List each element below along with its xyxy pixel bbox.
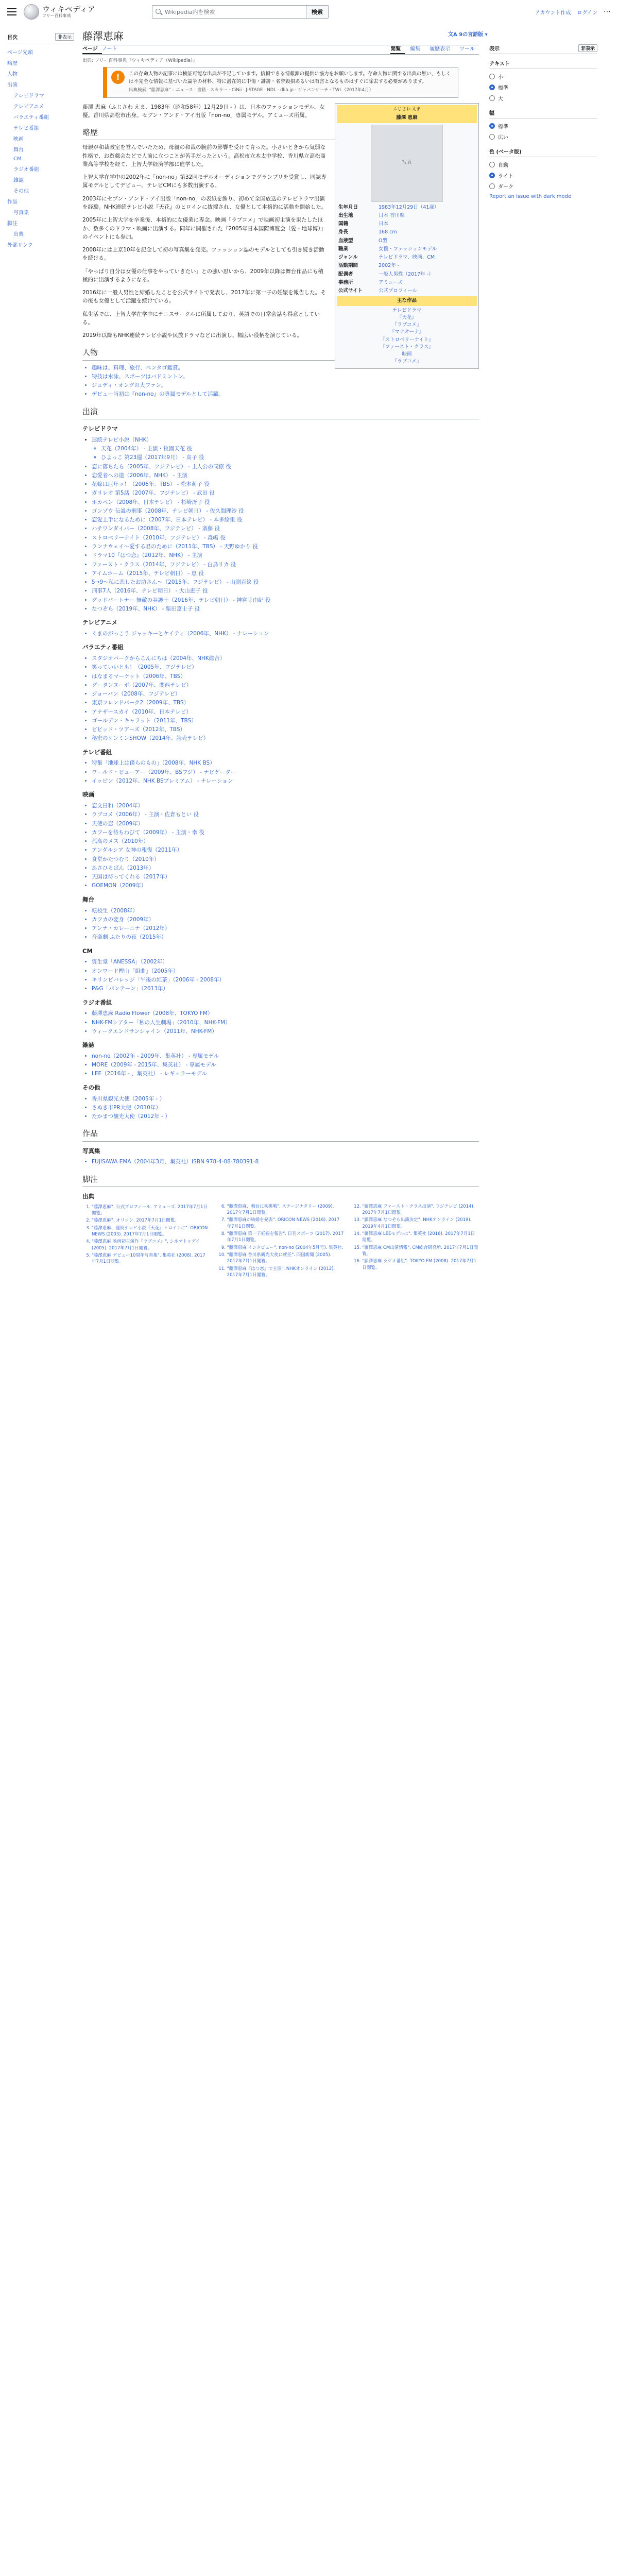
career-paragraph: 母親が和裁教室を営んでいたため、母親の和裁の腕前の影響を受けて育った。小さいときから気弱な性格で、お遊戯会などで人前に立つことが苦手だったという。高松市立木太中学校、香川県立高松商業高等学校を経て、上智大学経済学部に進学した。: [82, 144, 326, 167]
drama-item[interactable]: ◦ 天花（2004年） - 主演・牧園天花 役: [101, 445, 479, 453]
infobox-key: 配偶者: [338, 271, 353, 277]
toc-item[interactable]: テレビ番組: [13, 126, 39, 131]
magazine-item[interactable]: • non-no（2002年 - 2009年、集英社） - 専属モデル: [92, 1052, 479, 1060]
reference-item[interactable]: 15. "藤澤恵麻 CM出演情報". CM総合研究所. 2017年7月1日閲覧。: [362, 1245, 479, 1258]
career-paragraph: 上智大学在学中の2002年に「non-no」第32回モデルオーディションでグランプリを受賞し、同誌専属モデルとしてデビュー。テレビCMにも多数出演する。: [82, 174, 327, 189]
reference-item[interactable]: 3. "藤澤恵麻、連続テレビ小説『天花』ヒロインに". ORICON NEWS (2003). 2017年7月1日閲覧。: [92, 1225, 209, 1238]
subsection-photobook: 写真集: [82, 1147, 100, 1155]
drama-item[interactable]: • なつぞら（2019年、NHK） - 柴田富士子 役: [92, 605, 479, 613]
infobox-name: 藤澤 恵麻: [337, 113, 477, 123]
stage-item[interactable]: • 音楽劇 ふたりの夜（2015年）: [92, 933, 479, 941]
page-tabs: [82, 44, 479, 55]
infobox-row: [337, 287, 477, 295]
reference-item[interactable]: 9. "藤澤恵麻 インタビュー". non-no (2004年5月号). 集英社.: [227, 1245, 344, 1251]
main-menu-icon[interactable]: [7, 8, 16, 15]
career-paragraph: 2016年に一般人男性と結婚したことを公式サイトで発表し、2017年に第一子の妊娠を報告した。その後も女優として活躍を続けている。: [82, 290, 326, 304]
width-standard-radio[interactable]: [489, 123, 495, 129]
reference-item[interactable]: 11. "藤澤恵麻『はつ恋』で主演". NHKオンライン (2012). 2017年7月1日閲覧。: [227, 1266, 344, 1279]
infobox-key: 国籍: [338, 221, 349, 227]
infobox-value[interactable]: 公式プロフィール: [379, 288, 418, 294]
infobox-photo[interactable]: [371, 125, 443, 202]
width-title: 幅: [489, 109, 597, 118]
infobox-row: [337, 220, 477, 228]
search-icon: [156, 9, 161, 14]
infobox-key: ジャンル: [338, 255, 358, 261]
toc-item[interactable]: ページ先頭: [7, 50, 33, 56]
search-button[interactable]: 検索: [306, 5, 329, 19]
color-dark-label: ダーク: [498, 184, 513, 190]
radio-item[interactable]: • 藤澤恵麻 Radio Flower（2008年、TOKYO FM）: [92, 1009, 479, 1018]
cm-item[interactable]: • キリンビバレッジ「午後の紅茶」（2006年 - 2008年）: [92, 976, 479, 984]
infobox-row: [337, 270, 477, 279]
tv-item[interactable]: • イッピン（2012年、NHK BSプレミアム） - ナレーション: [92, 777, 479, 785]
text-size-title: テキスト: [489, 59, 597, 69]
infobox-value[interactable]: 168 cm: [379, 229, 397, 235]
toc-item[interactable]: 脚注: [7, 221, 18, 227]
drama-item[interactable]: • ファースト・クラス（2014年、フジテレビ） - 白鳥リカ 役: [92, 561, 479, 569]
more-options-icon[interactable]: ⋯: [604, 8, 611, 16]
infobox-row: [337, 279, 477, 287]
career-paragraph: 「やっぱり自分は女優の仕事をやっていきたい」との強い思いから、2009年以降は舞台作品にも積極的に出演するようになる。: [82, 268, 323, 283]
reference-item[interactable]: 8. "藤澤恵麻 第一子妊娠を報告". 日刊スポーツ (2017). 2017年7月1日閲覧。: [227, 1231, 344, 1244]
lead-paragraph: 藤澤 恵麻（ふじさわ えま、1983年（昭和58年）12月29日 - ）は、日本のファッションモデル、女優。香川県高松市出身。セブン・アンド・アイ出版「non-no」専属モデル。アミューズ所属。: [82, 104, 325, 118]
infobox-work[interactable]: テレビドラマ: [392, 307, 422, 313]
career-paragraph: 2005年に上智大学を卒業後、本格的に女優業に専念。映画『ラブコメ』で映画初主演を果たしたほか、数多くのドラマ・映画に出演する。同年に開催された『2005年日本国際博覧会（愛・地球博）』のイベントにも参加。: [82, 217, 326, 240]
variety-item[interactable]: • ビビッド・ツアーズ（2012年、TBS）: [92, 725, 479, 734]
search-input[interactable]: [152, 5, 306, 19]
variety-item[interactable]: • スタジオパークからこんにちは（2004年、NHK総合）: [92, 654, 479, 663]
toc-item[interactable]: その他: [13, 189, 29, 194]
cm-item[interactable]: • 資生堂「ANESSA」（2002年）: [92, 958, 479, 966]
infobox-works-title: 主な作品: [337, 296, 477, 306]
reference-item[interactable]: 10. "藤澤恵麻 香川県観光大使に就任". 四国新聞 (2005). 2017年7月1日閲覧。: [227, 1252, 344, 1265]
tab-edit[interactable]: 編集: [410, 46, 421, 52]
toc-item[interactable]: 略歴: [7, 61, 18, 66]
toc-item[interactable]: 舞台: [13, 147, 24, 153]
subsection-magazine: 雑誌: [82, 1041, 94, 1049]
subsection-anime: テレビアニメ: [82, 619, 118, 626]
tv-item[interactable]: • ワールド・ビューアー（2009年、BSフジ） - ナビゲーター: [92, 768, 479, 776]
text-small-radio[interactable]: [489, 74, 495, 79]
toc-item[interactable]: 出演: [7, 82, 18, 88]
infobox: [335, 103, 479, 369]
language-button[interactable]: 文A 9の言語版 ▾: [448, 32, 488, 38]
infobox-work[interactable]: 映画: [402, 351, 412, 358]
infobox-value[interactable]: 1983年12月29日（41歳）: [379, 204, 439, 210]
toc-item[interactable]: テレビアニメ: [13, 104, 44, 110]
variety-item[interactable]: • ゴールデン・キャラット（2011年、TBS）: [92, 717, 479, 725]
infobox-key: 活動期間: [338, 263, 358, 269]
site-subtitle: 出典: フリー百科事典『ウィキペディア（Wikipedia）』: [82, 58, 198, 63]
photo-placeholder-label: 写真: [402, 160, 412, 166]
film-item[interactable]: • 孤高のメス（2010年）: [92, 837, 479, 845]
wikipedia-globe-icon: [24, 4, 39, 20]
subsection-radio: ラジオ番組: [82, 998, 112, 1006]
infobox-name-reading: ふじさわ えま: [337, 105, 477, 114]
career-paragraph: 2008年には上京10年を記念して初の写真集を発売。ファッション誌のモデルとしても引き続き活動を続ける。: [82, 247, 324, 262]
infobox-key: 事務所: [338, 279, 353, 285]
infobox-value[interactable]: 2002年 -: [379, 263, 400, 269]
notice-search-links[interactable]: 出典検索: "藤澤恵麻" – ニュース · 書籍 · スカラー · CiNii · J-STAGE · NDL · dlib.jp · ジャパンサーチ · TWL（2017年4月）: [129, 88, 373, 93]
radio-item[interactable]: • ウィークエンドサンシャイン（2011年、NHK-FM）: [92, 1027, 479, 1036]
text-small-label: 小: [498, 75, 503, 80]
color-title: 色 (ベータ版): [489, 147, 597, 157]
language-button-label: 9の言語版: [459, 32, 484, 38]
film-item[interactable]: • GOEMON（2009年）: [92, 882, 479, 890]
toc-item[interactable]: 作品: [7, 199, 18, 205]
infobox-row: [337, 237, 477, 245]
film-item[interactable]: • 食堂かたつむり（2010年）: [92, 855, 479, 863]
tab-history[interactable]: 履歴表示: [430, 46, 451, 52]
text-large-radio[interactable]: [489, 95, 495, 101]
search-form: [152, 5, 329, 19]
reference-item[interactable]: 6. "藤澤恵麻、舞台に初挑戦". ステージナタリー (2009). 2017年7月1日閲覧。: [227, 1204, 344, 1216]
width-wide-label: 広い: [498, 135, 508, 141]
reference-item[interactable]: 16. "藤澤恵麻 ラジオ番組". TOKYO FM (2008). 2017年7月1日閲覧。: [362, 1258, 479, 1271]
magazine-item[interactable]: • MORE（2009年 - 2015年、集英社） - 専属モデル: [92, 1061, 479, 1069]
infobox-row: [337, 204, 477, 212]
drama-item[interactable]: • ランナウェイ〜愛する君のために（2011年、TBS） - 天野ゆかり 役: [92, 543, 479, 551]
subsection-stage: 舞台: [82, 895, 94, 903]
tab-article[interactable]: ページ: [82, 44, 102, 54]
subsection-sources: 出典: [82, 1192, 94, 1200]
career-paragraph: 2003年にセブン・アンド・アイ出版「non-no」の表紙を飾り、初めて全国放送のテレビドラマ出演を経験。NHK連続テレビ小説『天花』のヒロインに抜擢され、女優として本格的に活動を開始した。: [82, 195, 327, 210]
reference-item[interactable]: 13. "藤澤恵麻 なつぞら出演決定". NHKオンライン (2019). 2019年4月1日閲覧。: [362, 1217, 479, 1230]
report-dark-mode-link[interactable]: Report an issue with dark mode: [489, 194, 572, 199]
drama-item[interactable]: • グッドパートナー 無敵の弁護士（2016年、テレビ朝日） - 神宮寺由紀 役: [92, 596, 479, 604]
drama-item[interactable]: • ハチワンダイバー（2008年、フジテレビ） - 斎藤 役: [92, 524, 479, 533]
person-item[interactable]: • 特技は水泳、スポーツはバドミントン。: [92, 372, 479, 381]
infobox-value[interactable]: 女優・ファッションモデル: [379, 246, 437, 252]
variety-item[interactable]: • グータンヌーボ（2007年、関西テレビ）: [92, 681, 479, 689]
infobox-work[interactable]: 『天花』: [397, 314, 417, 320]
reference-list: [82, 1204, 479, 1278]
reference-item[interactable]: 12. "藤澤恵麻 ファースト・クラス出演". フジテレビ (2014). 2017年7月1日閲覧。: [362, 1204, 479, 1216]
toc-hide-button[interactable]: 非表示: [55, 33, 74, 41]
logo-title: ウィキペディア: [42, 5, 95, 14]
text-standard-label: 標準: [498, 86, 508, 91]
radio-item[interactable]: • NHK-FMシアター「私の人生劇場」（2010年、NHK-FM）: [92, 1019, 479, 1027]
create-account-link[interactable]: アカウント作成: [535, 10, 571, 16]
infobox-key: 生年月日: [338, 204, 358, 210]
infobox-work[interactable]: 『マナオーナ』: [389, 329, 424, 335]
site-logo[interactable]: [24, 4, 95, 20]
stage-item[interactable]: • カフカの変身（2009年）: [92, 916, 479, 924]
reference-item[interactable]: 2. "藤澤恵麻". オリコン. 2017年7月1日閲覧。: [92, 1217, 209, 1224]
drama-network[interactable]: 連続テレビ小説（NHK）: [92, 436, 152, 443]
film-item[interactable]: • 恋文日和（2004年）: [92, 802, 479, 810]
variety-item[interactable]: • ジョーバン（2008年、フジテレビ）: [92, 690, 479, 698]
infobox-work[interactable]: 『ファースト・クラス』: [380, 344, 434, 350]
color-auto-radio[interactable]: [489, 162, 495, 167]
subsection-drama: テレビドラマ: [82, 425, 118, 432]
stage-item[interactable]: • 転校生（2008年）: [92, 907, 479, 915]
variety-item[interactable]: • はなまるマーケット（2006年、TBS）: [92, 672, 479, 681]
infobox-work[interactable]: 『ストロベリーナイト』: [380, 336, 434, 343]
variety-item[interactable]: • 東京フレンドパーク2（2009年、TBS）: [92, 699, 479, 707]
film-item[interactable]: • 天使の恋（2009年）: [92, 820, 479, 828]
career-paragraph: 私生活では、上智大学在学中にテニスサークルに所属しており、英語での日常会話も得意としている。: [82, 311, 320, 326]
color-light-radio[interactable]: [489, 173, 495, 178]
reference-item[interactable]: 1. "藤澤恵麻". 公式プロフィール. アミューズ. 2017年7月1日閲覧。: [92, 1204, 209, 1217]
infobox-key: 職業: [338, 246, 349, 252]
appearance-panel: [489, 44, 597, 205]
warning-icon: !: [111, 71, 125, 84]
page-title: 藤澤恵麻: [82, 28, 479, 45]
toc-item[interactable]: CM: [13, 156, 22, 162]
tab-talk[interactable]: ノート: [101, 46, 117, 52]
width-standard-label: 標準: [498, 124, 508, 130]
person-item[interactable]: • デビュー当初は『non-no』の専属モデルとして活躍。: [92, 390, 479, 398]
drama-item[interactable]: • ドラマ10『はつ恋』（2012年、NHK） - 主演: [92, 551, 479, 560]
section-appearances: 出演: [82, 406, 479, 419]
toc-item[interactable]: 人物: [7, 72, 18, 77]
toc-title: 目次: [7, 35, 18, 41]
reference-item[interactable]: 4. "藤澤恵麻 映画初主演作『ラブコメ』". シネマトゥデイ (2005). 2017年7月1日閲覧。: [92, 1239, 209, 1251]
subsection-cm: CM: [82, 947, 93, 955]
reference-item[interactable]: 5. "藤澤恵麻 デビュー10周年写真集". 集英社 (2008). 2017年7月1日閲覧。: [92, 1252, 209, 1265]
reference-item[interactable]: 14. "藤澤恵麻 LEEモデルに". 集英社 (2016). 2017年7月1日閲覧。: [362, 1231, 479, 1244]
infobox-key: 身長: [338, 229, 349, 235]
subsection-variety: バラエティ番組: [82, 643, 124, 651]
site-header: [0, 0, 618, 24]
toc-item[interactable]: 雑誌: [13, 178, 24, 183]
drama-sublist: [101, 445, 479, 462]
infobox-value[interactable]: テレビドラマ、映画、CM: [379, 255, 435, 261]
film-item[interactable]: • カフーを待ちわびて（2009年） - 主演・幸 役: [92, 828, 479, 837]
drama-item[interactable]: • 5→9〜私に恋したお坊さん〜（2015年、フジテレビ） - 山渕百絵 役: [92, 578, 479, 586]
appearance-hide-button[interactable]: 非表示: [578, 44, 597, 52]
cm-item[interactable]: • オンワード樫山「組曲」（2005年）: [92, 967, 479, 975]
logo-subtitle: フリー百科事典: [42, 13, 71, 18]
toc-item[interactable]: テレビドラマ: [13, 93, 44, 99]
section-person: 人物: [82, 347, 479, 360]
stage-item[interactable]: • アンナ・カレーニナ（2012年）: [92, 924, 479, 933]
magazine-item[interactable]: • LEE（2016年 - 、集英社） - レギュラーモデル: [92, 1070, 479, 1078]
subsection-tv: テレビ番組: [82, 748, 112, 756]
infobox-value[interactable]: 日本: [379, 221, 389, 227]
drama-item[interactable]: • ガリレオ 第5話（2007年、フジテレビ） - 武田 役: [92, 489, 479, 497]
film-item[interactable]: • あさひるばん（2013年）: [92, 864, 479, 872]
variety-item[interactable]: • 笑っていいとも！（2005年、フジテレビ）: [92, 663, 479, 671]
section-notes: 脚注: [82, 1174, 479, 1187]
drama-item[interactable]: • 恋に落ちたら（2005年、フジテレビ） - 主人公の同僚 役: [92, 463, 479, 471]
variety-item[interactable]: • アナザースカイ（2010年、日本テレビ）: [92, 708, 479, 716]
infobox-row: [337, 245, 477, 253]
drama-group: [92, 436, 479, 462]
drama-item[interactable]: • ストロベリーナイト（2010年、フジテレビ） - 森嶋 役: [92, 534, 479, 542]
career-paragraph: 2019年以降もNHK連続テレビ小説や民放ドラマなどに出演し、幅広い役柄を演じている。: [82, 332, 303, 339]
drama-item[interactable]: • 刑事7人（2016年、テレビ朝日） - 大山恵子 役: [92, 587, 479, 595]
person-item[interactable]: • ジュディ・オングの大ファン。: [92, 381, 479, 389]
variety-item[interactable]: • 秘密のケンミンSHOW（2014年、読売テレビ）: [92, 734, 479, 742]
infobox-value[interactable]: 日本 香川県: [379, 212, 405, 218]
infobox-work[interactable]: 『ラブコメ』: [392, 359, 422, 365]
translate-icon: 文A: [448, 32, 459, 38]
text-large-label: 大: [498, 96, 503, 102]
photobook-item[interactable]: • FUJISAWA EMA（2004年3月、集英社）ISBN 978-4-08-780391-8: [92, 1158, 479, 1166]
drama-item[interactable]: • 恋愛上手になるために（2007年、日本テレビ） - 本多絵里 役: [92, 516, 479, 524]
personal-tools: [535, 8, 611, 16]
cm-item[interactable]: • P&G「パンテーン」（2013年）: [92, 985, 479, 993]
toc-item[interactable]: 写真集: [13, 210, 29, 216]
tab-tools[interactable]: ツール: [459, 46, 475, 52]
width-wide-radio[interactable]: [489, 134, 495, 140]
infobox-table: [337, 204, 477, 296]
toc-item[interactable]: 映画: [13, 137, 24, 142]
notice-text: この存命人物の記事には検証可能な出典が不足しています。信頼できる情報源の提供に協力をお願いします。存命人物に関する出典の無い、もしくは不完全な情報に基づいた論争の材料、特に潜在的に中傷・誹謗・名誉毀損あるいは有害となるものはすぐに除去する必要があります。: [129, 71, 451, 84]
section-career: 略歴: [82, 127, 479, 140]
notice-box: [103, 67, 458, 98]
tv-item[interactable]: • 特集「地球上は僕らのもの」（2008年、NHK BS）: [92, 759, 479, 767]
drama-item[interactable]: ◦ ひよっこ 第23週（2017年9月） - 高子 役: [101, 453, 479, 462]
drama-item[interactable]: • 恋愛者への道（2006年、NHK） - 主演: [92, 471, 479, 480]
infobox-work[interactable]: 『ラブコメ』: [392, 322, 422, 328]
drama-item[interactable]: • ホカベン（2008年、日本テレビ） - 杉崎冴子 役: [92, 498, 479, 506]
color-dark-radio[interactable]: [489, 183, 495, 189]
toc-item[interactable]: 外部リンク: [7, 243, 33, 248]
other-item[interactable]: • 香川県観光大使（2005年 - ）: [92, 1095, 479, 1103]
film-item[interactable]: • 天国は待ってくれる（2017年）: [92, 873, 479, 881]
drama-item[interactable]: • アイムホーム（2015年、テレビ朝日） - 恵 役: [92, 569, 479, 578]
infobox-value[interactable]: アミューズ: [379, 279, 403, 285]
drama-item[interactable]: • 花嫁は厄年ッ！（2006年、TBS） - 松本萌子 役: [92, 480, 479, 488]
infobox-row: [337, 212, 477, 220]
drama-item[interactable]: • ゴンゾウ 伝説の刑事（2008年、テレビ朝日） - 佐久間理沙 役: [92, 507, 479, 515]
subsection-film: 映画: [82, 791, 94, 799]
film-item[interactable]: • ラブコメ（2006年） - 主演・佐倉もとい 役: [92, 810, 479, 819]
appearance-title: 表示: [489, 46, 500, 52]
infobox-row: [337, 253, 477, 262]
infobox-row: [337, 228, 477, 236]
other-item[interactable]: • たかまつ観光大使（2012年 - ）: [92, 1112, 479, 1121]
color-light-label: ライト: [498, 174, 513, 179]
login-link[interactable]: ログイン: [577, 10, 597, 16]
infobox-row: [337, 262, 477, 270]
reference-item[interactable]: 7. "藤澤恵麻が結婚を発表". ORICON NEWS (2016). 2017年7月1日閲覧。: [227, 1217, 344, 1230]
infobox-key: 公式サイト: [338, 288, 363, 294]
anime-item[interactable]: • くまのがっこう ジャッキーとケイティ（2006年、NHK） - ナレーション: [92, 630, 479, 638]
infobox-value[interactable]: 一般人男性（2017年 -）: [379, 271, 434, 277]
other-item[interactable]: • さぬき市PR大使（2010年）: [92, 1104, 479, 1112]
toc-item[interactable]: ラジオ番組: [13, 167, 39, 173]
person-item[interactable]: • 趣味は、料理、旅行、ペンタゴ鑑賞。: [92, 364, 479, 372]
toc-item[interactable]: 出典: [13, 232, 24, 238]
tab-read[interactable]: 閲覧: [390, 44, 405, 54]
text-standard-radio[interactable]: [489, 84, 495, 90]
subsection-other: その他: [82, 1083, 100, 1091]
film-item[interactable]: • アンダルシア 女神の報復（2011年）: [92, 846, 479, 854]
table-of-contents: [7, 31, 74, 250]
article-content: [82, 64, 479, 1278]
section-works: 作品: [82, 1128, 479, 1141]
infobox-value[interactable]: O型: [379, 238, 387, 244]
color-auto-label: 自動: [498, 163, 508, 168]
infobox-key: 血液型: [338, 238, 353, 244]
toc-item[interactable]: バラエティ番組: [13, 115, 49, 121]
infobox-key: 出生地: [338, 212, 353, 218]
